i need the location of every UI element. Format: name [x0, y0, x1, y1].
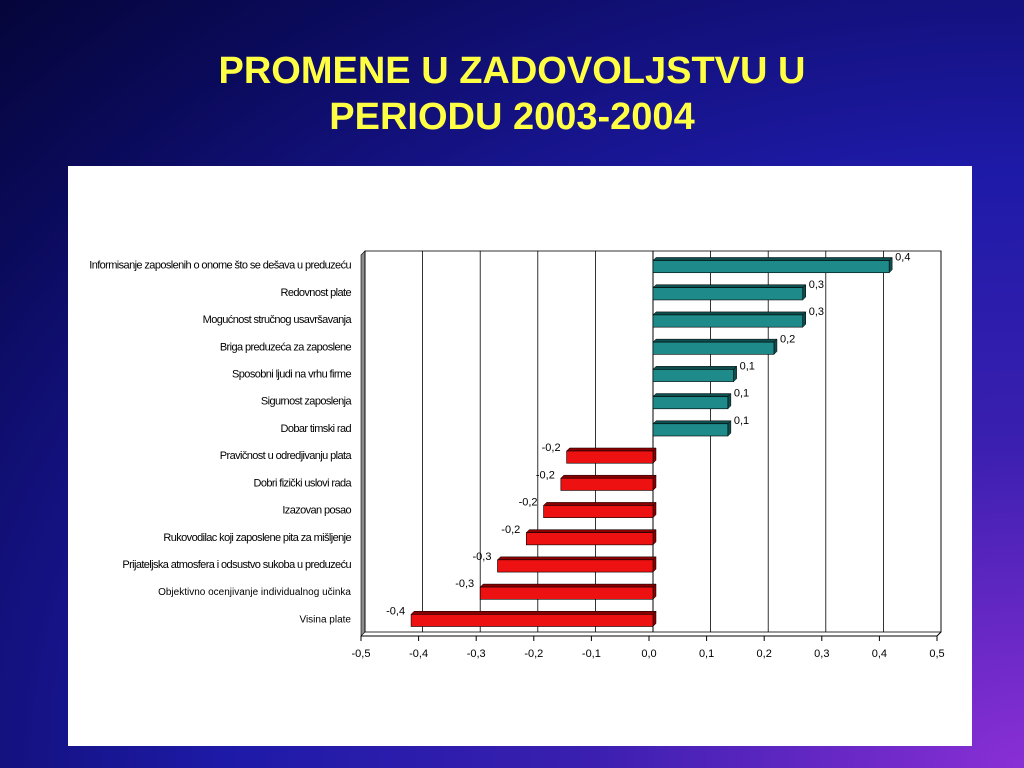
plot-side-wall: [361, 251, 365, 636]
bar-top-face: [653, 257, 892, 260]
x-tick-label: -0,1: [581, 648, 601, 660]
category-label: Briga preduzeća za zaposlene: [219, 341, 351, 354]
category-label: Dobri fizički uslovi rada: [253, 477, 351, 490]
category-label: Rukovodilac koji zaposlene pita za mišljenje: [163, 531, 351, 544]
bar-top-face: [526, 530, 656, 533]
category-label: Dobar timski rad: [280, 422, 351, 435]
bar-top-face: [567, 448, 656, 451]
data-label: 0,1: [733, 387, 750, 400]
bar-chart: [68, 166, 972, 746]
bar-top-face: [411, 611, 656, 614]
data-label: 0,4: [895, 251, 911, 264]
x-tick-label: -0,4: [409, 648, 429, 660]
bar-side-face: [728, 394, 731, 409]
x-tick-label: 0,1: [698, 648, 715, 660]
x-tick-label: 0,5: [929, 648, 945, 660]
x-tick-label: -0,3: [466, 648, 486, 660]
data-label: 0,3: [808, 306, 825, 319]
data-label: -0,4: [386, 605, 406, 618]
bar: [653, 342, 774, 354]
slide-title: [0, 48, 1024, 140]
bar-top-face: [653, 421, 731, 424]
x-tick-label: 0,2: [756, 648, 772, 660]
category-label: Izazovan posao: [282, 504, 351, 517]
data-label: 0,1: [733, 414, 750, 427]
bar: [653, 397, 728, 409]
bar-side-face: [653, 584, 656, 599]
bar-side-face: [774, 339, 777, 354]
category-label: Visina plate: [299, 614, 351, 626]
bar-side-face: [653, 611, 656, 626]
bar: [653, 260, 889, 272]
chart-panel: [68, 166, 972, 746]
data-label: 0,1: [739, 360, 755, 373]
slide-title-line-2: PERIODU 2003-2004: [329, 96, 695, 138]
bar-top-face: [480, 584, 656, 587]
bar-top-face: [561, 475, 656, 478]
bar-side-face: [728, 421, 731, 436]
slide-title-line-1: PROMENE U ZADOVOLJSTVU U: [218, 50, 806, 92]
bar-top-face: [497, 557, 656, 560]
bar-side-face: [803, 285, 806, 300]
bar-side-face: [653, 557, 656, 572]
bar-top-face: [653, 339, 777, 342]
data-label: 0,2: [779, 333, 796, 346]
data-label: -0,2: [518, 496, 538, 509]
x-tick-label: 0,3: [814, 648, 830, 660]
data-label: 0,3: [808, 278, 825, 291]
x-axis-end: [937, 632, 941, 636]
bar-side-face: [734, 366, 737, 381]
bar-side-face: [653, 475, 656, 490]
x-tick-label: -0,2: [524, 648, 544, 660]
bar-side-face: [889, 257, 892, 272]
category-label: Sigurnost zaposlenja: [260, 395, 351, 408]
bar: [526, 533, 653, 545]
category-label: Prijateljska atmosfera i odsustvo sukoba u preduzeću: [122, 558, 351, 571]
bar: [544, 505, 653, 517]
x-tick-label: 0,4: [871, 648, 888, 660]
bar: [653, 424, 728, 436]
category-label: Informisanje zaposlenih o onome što se dešava u preduzeću: [89, 259, 351, 272]
category-label: Redovnost plate: [280, 286, 351, 299]
bar: [561, 478, 653, 490]
bar-top-face: [653, 394, 731, 397]
bar-top-face: [653, 285, 806, 288]
bar-side-face: [803, 312, 806, 327]
category-label: Sposobni ljudi na vrhu firme: [232, 368, 351, 381]
bar: [567, 451, 653, 463]
data-label: -0,2: [535, 469, 555, 482]
category-label: Mogućnost stručnog usavršavanja: [202, 314, 351, 327]
data-label: -0,3: [472, 550, 492, 563]
bar: [497, 560, 653, 572]
bar: [411, 614, 653, 626]
data-label: -0,2: [541, 442, 561, 455]
category-label: Pravičnost u odredjivanju plata: [219, 450, 351, 463]
bar-side-face: [653, 448, 656, 463]
bar: [653, 369, 734, 381]
data-label: -0,3: [455, 578, 475, 591]
bar-top-face: [653, 366, 737, 369]
bar-side-face: [653, 502, 656, 517]
bar: [653, 315, 803, 327]
x-tick-label: 0,0: [641, 648, 657, 660]
bar: [480, 587, 653, 599]
data-label: -0,2: [501, 523, 521, 536]
bar-top-face: [544, 502, 656, 505]
bar: [653, 288, 803, 300]
x-tick-label: -0,5: [351, 648, 371, 660]
bar-side-face: [653, 530, 656, 545]
category-label: Objektivno ocenjivanje individualnog učinka: [158, 587, 351, 599]
bar-top-face: [653, 312, 806, 315]
